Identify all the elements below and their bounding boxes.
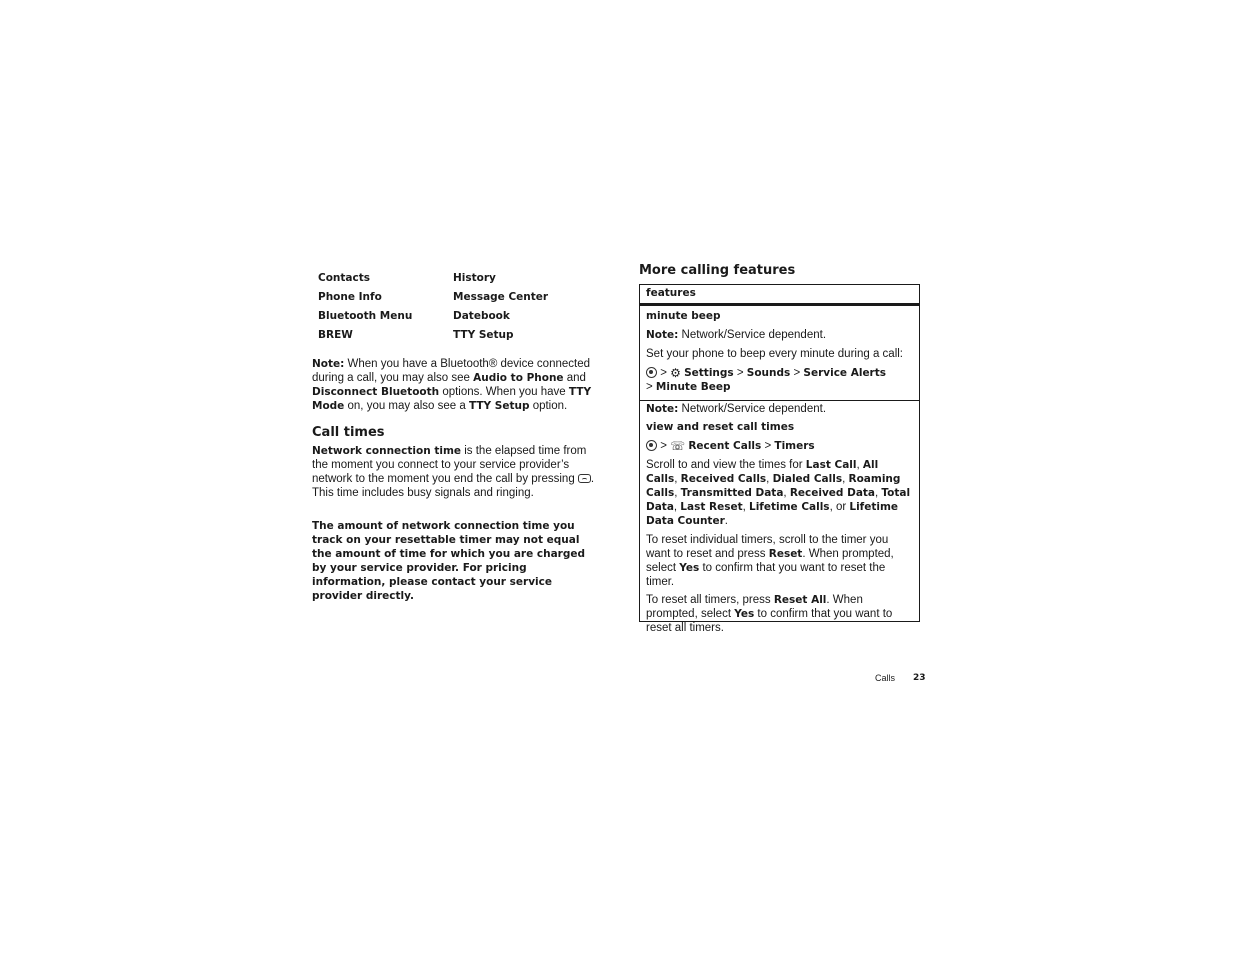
menu-item: Datebook <box>453 310 510 322</box>
menu-row <box>318 271 608 290</box>
menu-row <box>318 309 608 328</box>
navigation-key-icon <box>646 440 657 451</box>
page-number: 23 <box>913 673 926 683</box>
end-key-icon <box>578 474 591 483</box>
network-time-warning: The amount of network connection time you track on your resettable timer may not equal the amount of time for which you are charged by your service provider. For pricing information, please contact your service provider directly. <box>312 520 585 602</box>
table-header: features <box>640 285 919 306</box>
reset-all-paragraph: To reset all timers, press Reset All. When prompted, select Yes to confirm that you want to reset all timers. <box>646 594 893 634</box>
row-divider <box>640 400 919 401</box>
menu-item: BREW <box>318 329 353 341</box>
more-calling-features-heading: More calling features <box>639 263 796 278</box>
menu-item: Bluetooth Menu <box>318 310 413 322</box>
reset-individual-paragraph: To reset individual timers, scroll to the timer you want to reset and press Reset. When prompted, select Yes to confirm that you want to reset the timer. <box>646 534 894 588</box>
menu-items-grid <box>318 271 608 347</box>
reset-call-times-cell <box>640 402 919 635</box>
recent-calls-icon: ☏ <box>670 439 686 453</box>
minute-beep-note: Note: Network/Service dependent. <box>646 329 827 341</box>
settings-icon: ⚙ <box>670 366 681 380</box>
menu-row <box>318 328 608 347</box>
network-connection-paragraph: Network connection time is the elapsed time from the moment you connect to your service provider’s network to the moment you end the call by pressing . This time includes busy signals and ringing. <box>312 445 595 499</box>
menu-row <box>318 290 608 309</box>
minute-beep-cell <box>640 309 919 394</box>
menu-item: Phone Info <box>318 291 382 303</box>
minute-beep-path: > ⚙ Settings > Sounds > Service Alerts > Minute Beep <box>646 366 887 393</box>
navigation-key-icon <box>646 367 657 378</box>
reset-title: view and reset call times <box>646 421 795 433</box>
minute-beep-desc: Set your phone to beep every minute during a call: <box>646 348 903 360</box>
features-table <box>639 284 920 634</box>
menu-item: Contacts <box>318 272 370 284</box>
bluetooth-note: Note: When you have a Bluetooth® device connected during a call, you may also see Audio to Phone and Disconnect Bluetooth options. When you have TTY Mode on, you may also see a TTY Setup option. <box>312 358 592 412</box>
menu-item: Message Center <box>453 291 549 303</box>
menu-item: TTY Setup <box>453 329 514 341</box>
scroll-times-paragraph: Scroll to and view the times for Last Call, All Calls, Received Calls, Dialed Calls, Roaming Calls, Transmitted Data, Received Data, Total Data, Last Reset, Lifetime Calls, or Lifetime Data Counter. <box>646 459 911 527</box>
reset-note: Note: Network/Service dependent. <box>646 403 827 415</box>
menu-item: History <box>453 272 496 284</box>
reset-path: > ☏ Recent Calls > Timers <box>646 439 913 453</box>
minute-beep-title: minute beep <box>646 310 721 322</box>
call-times-heading: Call times <box>312 425 385 440</box>
footer-section: Calls <box>875 673 896 683</box>
